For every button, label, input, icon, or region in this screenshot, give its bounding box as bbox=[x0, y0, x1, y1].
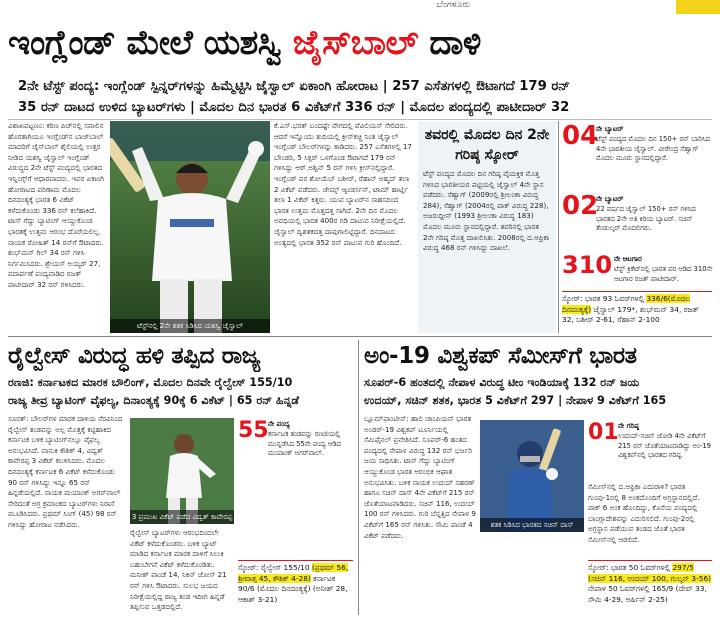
stat-label: ನೇ ಪಂದ್ಯ bbox=[268, 420, 290, 428]
score-highlight: 297/5 (ಸಚಿನ್ 116, ಉದಯ್ 100, ಗುಲ್ಶನ್ 3-56) bbox=[588, 563, 712, 583]
batsman-celebration-illustration bbox=[110, 121, 270, 333]
batsman-illustration bbox=[480, 420, 584, 532]
top-story-column-1: ವಿಶಾಖಪಟ್ಟಣಂ: ಕಠಿಣ ಪಿಚ್‌ನಲ್ಲಿ ಸವಾಲಿನ ಹೊರತಾಗಿಯೂ ಇಂಗ್ಲೆಂಡ್‌ನ ಬಾಜ್‌ಬಾಲ್ ಮಾದರಿಗೆ ಜೈಸ್‌ಬಾಲ್ ಶೈಲಿಯಲ್ಲಿ ಉತ್ತರ ನೀಡಿದ ಯಶಸ್ವಿ ಜೈಸ್ವಾಲ್ ಇಂಗ್ಲೆಂಡ್ ವಿರುದ್ಧದ 2ನೇ ಟೆಸ್ಟ್ ಪಂದ್ಯದಲ್ಲಿ ಭಾರತದ ಇನ್ನಿಂಗ್ಸ್‌ಗೆ ಆಧಾರವಾದರು. ಇವರ ಏಕಾಂಗಿ ಹೋರಾಟದ ಪರಿಣಾಮ ಮೊದಲ ದಿನದಂತ್ಯಕ್ಕೆ ಭಾರತ 6 ವಿಕೆಟ್ ಕಳೆದುಕೊಂಡು 336 ರನ್ ಕಲೆಹಾಕಿದೆ. ಟಾಸ್ ಗೆದ್ದು ಬ್ಯಾಟಿಂಗ್ ಆಯ್ದುಕೊಂಡ ಭಾರತಕ್ಕೆ ಉತ್ತಮ ಆರಂಭ ದೊರೆಯಲಿಲ್ಲ. ನಾಯಕ ರೋಹಿತ್ 14 ರನ್‌ಗೆ ಔಟಾದರು. ಶುಭ್‌ಮನ್ ಗಿಲ್ 34 ರನ್ ಗಳಿಸಿ ನಿರ್ಗಮಿಸಿದರು. ಶ್ರೇಯಸ್ ಅಯ್ಯರ್ 27, ಪದಾರ್ಪಣೆ ಪಂದ್ಯವಾಡಿದ ರಜತ್ ಪಾಟೀದಾರ್ 32 ರನ್ ಗಳಿಸಿದರು. bbox=[8, 121, 104, 289]
u19-column-2-continued bbox=[480, 536, 584, 614]
top-story-column-2: ಕೆ.ಎಸ್.ಭರತ್ ಬಂದಷ್ಟೇ ವೇಗದಲ್ಲಿ ಪೆವಿಲಿಯನ್ ಸೇರಿದರು. ಆದರೆ ಇನ್ನೊಂದು ತುದಿಯಲ್ಲಿ ಕ್ರೀಸ್‌ಕಚ್ಚಿ ನಿಂತ ಜೈಸ್ವಾಲ್ ಇಂಗ್ಲೆಂಡ್ ಬೌಲರ್‌ಗಳನ್ನು ಕಾಡಿದರು. 257 ಎಸೆತಗಳಲ್ಲಿ 17 ಬೌಂಡರಿ, 5 ಸಿಕ್ಸರ್ ಒಳಗೊಂಡ ಔಟಾಗದೆ 179 ರನ್ ಗಳಿಸಿದ್ದು ಆರ್.ಅಶ್ವಿನ್ 5 ರನ್ ಗಳಿಸಿ ಕ್ರೀಸ್‌ನಲ್ಲಿದ್ದಾರೆ. ಇಂಗ್ಲೆಂಡ್ ಪರ ಶೋಯೆಬ್ ಬಶೀರ್, ರೆಹಾನ್ ಅಹ್ಮದ್ ತಲಾ 2 ವಿಕೆಟ್ ಪಡೆದರು. ಜೇಮ್ಸ್ ಆ್ಯಂಡರ್ಸನ್, ಟಾಮ್ ಹಾರ್ಟ್ಲಿ ತಲಾ 1 ವಿಕೆಟ್ ಕಿತ್ತರು. ಯುವ ಬ್ಯಾಟರ್‌ನ ಸಾಹಸದಿಂದ ಭಾರತ ಉತ್ತಮ ಮೊತ್ತದತ್ತ ಸಾಗಿದೆ. 2ನೇ ದಿನ ಮೊದಲ ಅವಧಿಯಲ್ಲಿ ಭಾರತ 400ರ ಗಡಿ ದಾಟುವ ನಿರೀಕ್ಷೆಯಲ್ಲಿದೆ. ಜೈಸ್ವಾಲ್ ದ್ವಿಶತಕದತ್ತ ದಾಪುಗಾಲಿಟ್ಟಿದ್ದಾರೆ. ದಿನದಾಟದ ಅಂತ್ಯದಲ್ಲಿ ಭಾರತ 352 ರನ್ ದಾಟುವ ಗುರಿ ಹೊಂದಿದೆ. bbox=[274, 121, 412, 247]
stats-column bbox=[562, 121, 714, 326]
stat-number: 55 bbox=[238, 418, 269, 443]
top-subheadline-2: 35 ರನ್ ದಾಟದ ಉಳಿದ ಬ್ಯಾಟರ್‌ಗಳು | ಮೊದಲ ದಿನ ಭಾರತ 6 ವಿಕೆಟ್‌ಗೆ 336 ರನ್ | ಮೊದಲ ಪಂದ್ಯದಲ್ಲಿ ಪಾಟೀದಾರ್ 32 bbox=[18, 100, 570, 115]
score-intro: ಸ್ಕೋರ್: ಭಾರತ 93 ಓವರ್‌ಗಳಲ್ಲಿ bbox=[562, 294, 647, 303]
u19-stat-block bbox=[588, 420, 712, 480]
headline-part-2: ದಾಳಿ bbox=[418, 23, 481, 63]
masthead-strip bbox=[0, 0, 720, 14]
score-highlight: 336/6(ಮೊದಲ ದಿನದಂತ್ಯಕ್ಕೆ) bbox=[562, 294, 690, 314]
stat-number: 310 bbox=[562, 251, 613, 279]
u19-subheadline-1: ಸೂಪರ್-6 ಹಂತದಲ್ಲಿ ನೇಪಾಳ ವಿರುದ್ಧ ಟೀಂ ಇಂಡಿಯಾಕ್ಕೆ 132 ರನ್ ಜಯ bbox=[364, 376, 640, 389]
stat-text: ಉದಯ್-ಸಚಿನ್ ಜೋಡಿ 4ನೇ ವಿಕೆಟ್‌ಗೆ 215 ರನ್ ಜೊತೆಯಾಟವಾಡಿದ್ದು ಅಂ-19 ವಿಶ್ವಕಪ್‌ನಲ್ಲಿ ಭಾರತದ ಗರಿಷ್ಠ. bbox=[618, 432, 712, 459]
bowler-illustration bbox=[130, 418, 234, 524]
u19-scorecard bbox=[588, 560, 712, 605]
photo-caption: ಟೆಸ್ಟ್‌ನಲ್ಲಿ 2ನೇ ಶತಕ ಸಿಡಿಸಿದ ಯಶಸ್ವಿ ಜೈಸ್ವಾಲ್ bbox=[110, 319, 270, 333]
ranji-column-2: ರೈಲ್ವೇಸ್ ಬ್ಯಾಟರ್‌ಗಳು ಆರಂಭದಿಂದಲೇ ವಿಕೆಟ್ ಕಳೆದುಕೊಂಡರು. ಬಳಿಕ ಬ್ಯಾಟ್ ಮಾಡಿದ ಕರ್ನಾಟಕ ಮಾರಕ ದಾಳಿಗೆ ಸಿಲುಕಿ ಬಹುಬೇಗನೆ ವಿಕೆಟ್ ಕಳೆದುಕೊಂಡಿತು. ಮನೀಶ್ ಪಾಂಡೆ 14, ನಿಕಿನ್ ಜೋಸ್ 21 ರನ್ ಗಳಿಸಿ ಔಟಾದರು. ಸುಲಭ ಜಯದ ನಿರೀಕ್ಷೆಯಲ್ಲಿದ್ದ ರಾಜ್ಯ ತಂಡ ಇದೀಗ ಹಿನ್ನಡೆ ತಪ್ಪಿಸುವ ಒತ್ತಡದಲ್ಲಿದೆ. bbox=[130, 528, 227, 612]
record-box bbox=[418, 121, 556, 333]
ranji-headline: ರೈಲ್ವೇಸ್ ವಿರುದ್ಧ ಹಳಿ ತಪ್ಪಿದ ರಾಜ್ಯ bbox=[8, 343, 261, 369]
score-details: ಕರ್ನಾಟಕ 90/6 (ಮೊದಲ ದಿನದಂತ್ಯಕ್ಕೆ) (ಅನೀಶ್ 28, ಆಕಾಶ್ 3-21) bbox=[238, 573, 348, 604]
ranji-scorecard bbox=[238, 560, 353, 605]
ranji-subheadline-2: ರಾಜ್ಯ ತೀವ್ರ ಬ್ಯಾಟಿಂಗ್ ವೈಫಲ್ಯ, ದಿನಾಂತ್ಯಕ್ಕೆ 90ಕ್ಕೆ 6 ವಿಕೆಟ್ | 65 ರನ್ ಹಿನ್ನಡೆ bbox=[8, 394, 300, 407]
score-details: ನೇಪಾಳ 50 ಓವರ್‌ಗಳಲ್ಲಿ 165/9 (ದೇವ್ 33, ಸೌಮಿ 4-29, ಅರ್ಷಿನ್ 2-25) bbox=[588, 584, 707, 604]
stat-block bbox=[562, 191, 714, 251]
score-intro: ಸ್ಕೋರ್: ರೈಲ್ವೇಸ್ 155/10 bbox=[238, 563, 312, 572]
score-highlight: (ಪ್ರಥಮ್ 56, ಶ್ರೀವಾತ್ಸ 45, ಕೌಶಿಕ್ 4-28) bbox=[238, 563, 349, 583]
stat-text: 22 ವರ್ಷದ ಜೈಸ್ವಾಲ್ 150+ ರನ್ ಗಳಿಸಿದ ಭಾರತದ 2ನೇ ಅತಿ ಕಿರಿಯ ಬ್ಯಾಟರ್. ಸಚಿನ್ ತೆಂಡುಲ್ಕರ್ ಮೊದಲಿಗರು. bbox=[596, 205, 696, 232]
stat-text: ಟೆಸ್ಟ್ ಪಂದ್ಯದ ಮೊದಲ ದಿನ 150+ ರನ್ ಬಾರಿಸಿದ 4ನೇ ಭಾರತೀಯ ಜೈಸ್ವಾಲ್. ವೀರೇಂದ್ರ ಸೆಹ್ವಾಗ್ ಮೊದಲ ಮೂರು ಸ್ಥಾನದಲ್ಲಿದ್ದಾರೆ. bbox=[596, 135, 710, 162]
photo-caption: ಶತಕ ಸಿಡಿಸಿದ ಭಾರತದ ಸಚಿನ್ ದಾಸ್ bbox=[480, 518, 584, 532]
section-column-divider bbox=[358, 340, 359, 615]
ranji-column-1: ಸೂರತ್: ಬೌಲರ್‌ಗಳ ಮಾರಕ ದಾಳಿಯ ನೆರವಿನಿಂದ ರೈಲ್ವೇಸ್ ತಂಡವನ್ನು ಅಲ್ಪ ಮೊತ್ತಕ್ಕೆ ಕಟ್ಟಿಹಾಕಿದ ಕರ್ನಾಟಕ ಬಳಿಕ ಬ್ಯಾಟಿಂಗ್‌ನಲ್ಲೂ ವೈಫಲ್ಯ ಅನುಭವಿಸಿದೆ. ವಾಸುಕಿ ಕೌಶಿಕ್ 4, ವಿದ್ವತ್ ಕಾವೇರಪ್ಪ 3 ವಿಕೆಟ್ ಕಬಳಿಸಿದರು. ಮೊದಲ ದಿನದಂತ್ಯಕ್ಕೆ ಕರ್ನಾಟಕ 6 ವಿಕೆಟ್ ಕಳೆದುಕೊಂಡು 90 ರನ್ ಗಳಿಸಿದ್ದು ಇನ್ನೂ 65 ರನ್ ಹಿನ್ನಡೆಯಲ್ಲಿದೆ. ನಾಯಕ ಮಯಾಂಕ್ ಅಗರ್‌ವಾಲ್ ಸೇರಿದಂತೆ ಅಗ್ರ ಕ್ರಮಾಂಕದ ಬ್ಯಾಟರ್‌ಗಳು ನಿರಾಸೆ ಮೂಡಿಸಿದರು. ಪ್ರಥಮ್ ಸಿಂಗ್ (45) 98 ರನ್ ಗಳಿಸಿದ್ದು ಹೋರಾಟ ನಡೆಸಿದರು. bbox=[8, 414, 123, 529]
u19-column-2: ಸೆಮೀಸ್‌ನಲ್ಲಿ ದ.ಆಫ್ರಿಕಾ ಎದುರಾಳಿ? ಭಾರತ ಗುಂಪು-1ರಲ್ಲಿ 8 ಅಂಕದೊಂದಿಗೆ ಅಗ್ರಸ್ಥಾನದಲ್ಲಿದೆ. ಪಾಕ್ 6 ಅಂಕ ಹೊಂದಿದ್ದು, ಕೊನೆಯ ಪಂದ್ಯದಲ್ಲಿ ಬಾಂಗ್ಲಾದೇಶವನ್ನು ಎದುರಿಸಲಿದೆ. ಗುಂಪು-2ರಲ್ಲಿ ಅಗ್ರಸ್ಥಾನ ಪಡೆಯುವ ತಂಡದ ಜೊತೆ ಭಾರತ ಸೆಮೀಸ್‌ನಲ್ಲಿ ಆಡಲಿದೆ. bbox=[588, 482, 700, 544]
stat-number: 04 bbox=[562, 121, 599, 151]
stat-number: 01 bbox=[588, 420, 619, 445]
stat-label: ನೇ ಆಟಗಾರ bbox=[614, 255, 642, 263]
photo-caption: 3 ಪ್ರಮುಖ ವಿಕೆಟ್ ಪಡೆದ ವಿದ್ವತ್ ಕಾವೇರಪ್ಪ bbox=[130, 510, 234, 524]
stat-label: ನೇ ಬ್ಯಾಟರ್ bbox=[596, 125, 624, 133]
stat-number: 02 bbox=[562, 191, 599, 221]
column-divider bbox=[558, 121, 559, 333]
scorecard bbox=[562, 291, 712, 326]
score-details: ಜೈಸ್ವಾಲ್ 179*, ಶುಭ್‌ಮನ್ 34, ರಜತ್ 32, ಬಶೀರ್ 2-61, ರೆಹಾನ್ 2-100 bbox=[562, 304, 699, 324]
u19-headline: ಅಂ-19 ವಿಶ್ವಕಪ್ ಸೆಮೀಸ್‌ಗೆ ಭಾರತ bbox=[364, 343, 637, 369]
jaiswal-photo bbox=[110, 121, 270, 333]
section-divider bbox=[8, 336, 712, 337]
headline-part-1: ಇಂಗ್ಲೆಂಡ್ ಮೇಲೆ ಯಶಸ್ವಿ bbox=[8, 23, 293, 63]
stat-text: ಟೆಸ್ಟ್ ಕ್ರಿಕೆಟ್‌ನಲ್ಲಿ ಭಾರತ ಪರ ಆಡಿದ 310ನೇ ಆಟಗಾರ ರಜತ್ ಪಾಟೀದಾರ್. bbox=[614, 265, 713, 283]
masthead-edition: ಬೆಂಗಳೂರು bbox=[436, 0, 470, 10]
ranji-subheadline-1: ರಣಜಿ: ಕರ್ನಾಟಕದ ಮಾರಕ ಬೌಲಿಂಗ್, ಮೊದಲ ದಿನವೇ ರೈಲ್ವೇಸ್ 155/10 bbox=[8, 376, 293, 389]
kaverappa-photo bbox=[130, 418, 234, 524]
record-box-body: ಟೆಸ್ಟ್ ಪಂದ್ಯದ ಮೊದಲ ದಿನ ಗರಿಷ್ಠ ವೈಯಕ್ತಿಕ ಮೊತ್ತ ಗಳಿಸಿದ ಭಾರತೀಯರ ಪಟ್ಟಿಯಲ್ಲಿ ಜೈಸ್ವಾಲ್ 4ನೇ ಸ್ಥಾನ ಪಡೆದರು. ಸೆಹ್ವಾಗ್ (2009ರಲ್ಲಿ ಶ್ರೀಲಂಕಾ ವಿರುದ್ಧ 284), ಸೆಹ್ವಾಗ್ (2004ರಲ್ಲಿ ಪಾಕ್ ವಿರುದ್ಧ 228), ಅಜರುದ್ದೀನ್ (1993 ಶ್ರೀಲಂಕಾ ವಿರುದ್ಧ 183) ಮೊದಲ ಮೂರು ಸ್ಥಾನದಲ್ಲಿದ್ದಾರೆ. ತವರಿನಲ್ಲಿ ಭಾರತ 2ನೇ ಗರಿಷ್ಠ ಮೊತ್ತ ದಾಖಲಿಸಿತು. 2008ರಲ್ಲಿ ದ.ಆಫ್ರಿಕಾ ವಿರುದ್ಧ 468 ರನ್ ಗಳಿಸಿದ್ದು ದಾಖಲೆ. bbox=[423, 169, 550, 253]
stat-block bbox=[562, 121, 714, 191]
stat-label: ನೇ ಗರಿಷ್ಠ bbox=[618, 422, 639, 430]
stat-label: ನೇ ಬ್ಯಾಟರ್ bbox=[596, 195, 624, 203]
top-headline bbox=[8, 14, 712, 72]
sachin-dhas-photo bbox=[480, 420, 584, 532]
score-intro: ಸ್ಕೋರ್: ಭಾರತ 50 ಓವರ್‌ಗಳಲ್ಲಿ bbox=[588, 563, 673, 572]
top-subheadline-1: 2ನೇ ಟೆಸ್ಟ್ ಪಂದ್ಯ: ಇಂಗ್ಲೆಂಡ್ ಸ್ಪಿನ್ನರ್‌ಗಳನ್ನು ಹಿಮ್ಮೆಟ್ಟಿಸಿ ಜೈಸ್ವಾಲ್ ಏಕಾಂಗಿ ಹೋರಾಟ | 257 ಎಸೆತಗಳಲ್ಲಿ ಔಟಾಗದೆ 179 ರನ್ bbox=[18, 79, 570, 94]
ranji-stat-block bbox=[238, 418, 353, 478]
u19-subheadline-2: ಉದಯ್, ಸಚಿನ್ ಶತಕ, ಭಾರತ 5 ವಿಕೆಟ್‌ಗೆ 297 | ನೇಪಾಳ 9 ವಿಕೆಟ್‌ಗೆ 165 bbox=[364, 394, 667, 407]
record-box-title: ತವರಲ್ಲಿ ಮೊದಲ ದಿನ 2ನೇ ಗರಿಷ್ಠ ಸ್ಕೋರ್ bbox=[424, 127, 550, 163]
divider bbox=[8, 119, 712, 120]
u19-column-1: ಬ್ಲೂಮ್‌ಫಾಂಟೀನ್: ಹಾಲಿ ಚಾಂಪಿಯನ್ ಭಾರತ ಅಂಡರ್-19 ವಿಶ್ವಕಪ್ ಟೂರ್ನಿಯಲ್ಲಿ ಸೆಮಿಫೈನಲ್ ಪ್ರವೇಶಿಸಿದೆ. ಸೂಪರ್-6 ಹಂತದ ಪಂದ್ಯದಲ್ಲಿ ನೇಪಾಳ ವಿರುದ್ಧ 132 ರನ್ ಭರ್ಜರಿ ಜಯ ಸಾಧಿಸಿತು. ಟಾಸ್ ಗೆದ್ದು ಬ್ಯಾಟಿಂಗ್ ಆಯ್ದುಕೊಂಡ ಭಾರತ ಆರಂಭಿಕ ಆಘಾತ ಅನುಭವಿಸಿತು. ಬಳಿಕ ನಾಯಕ ಉದಯ್ ಸಹರಣ್ ಹಾಗೂ ಸಚಿನ್ ದಾಸ್ 4ನೇ ವಿಕೆಟ್‌ಗೆ 215 ರನ್ ಜೊತೆಯಾಟವಾಡಿದರು. ಸಚಿನ್ 116, ಉದಯ್ 100 ರನ್ ಗಳಿಸಿದರು. ಗುರಿ ಬೆನ್ನತ್ತಿದ ನೇಪಾಳ 9 ವಿಕೆಟ್‌ಗೆ 165 ರನ್ ಗಳಿಸಿತು. ಸೌಮಿ ಪಾಂಡೆ 4 ವಿಕೆಟ್ ಪಡೆದರು. bbox=[364, 414, 476, 540]
masthead-accent-block bbox=[676, 0, 720, 14]
stat-text: ಕರ್ನಾಟಕ ತಂಡವನ್ನು ರಣಜಿಯಲ್ಲಿ ಮುನ್ನಡೆಸಿದ 55ನೇ ಪಂದ್ಯ ಆಡಿದ ಮಯಾಂಕ್ ಅಗರ್‌ವಾಲ್. bbox=[268, 430, 341, 457]
stat-block bbox=[562, 251, 714, 291]
headline-highlight: ಜೈಸ್‌ಬಾಲ್ bbox=[292, 23, 419, 63]
